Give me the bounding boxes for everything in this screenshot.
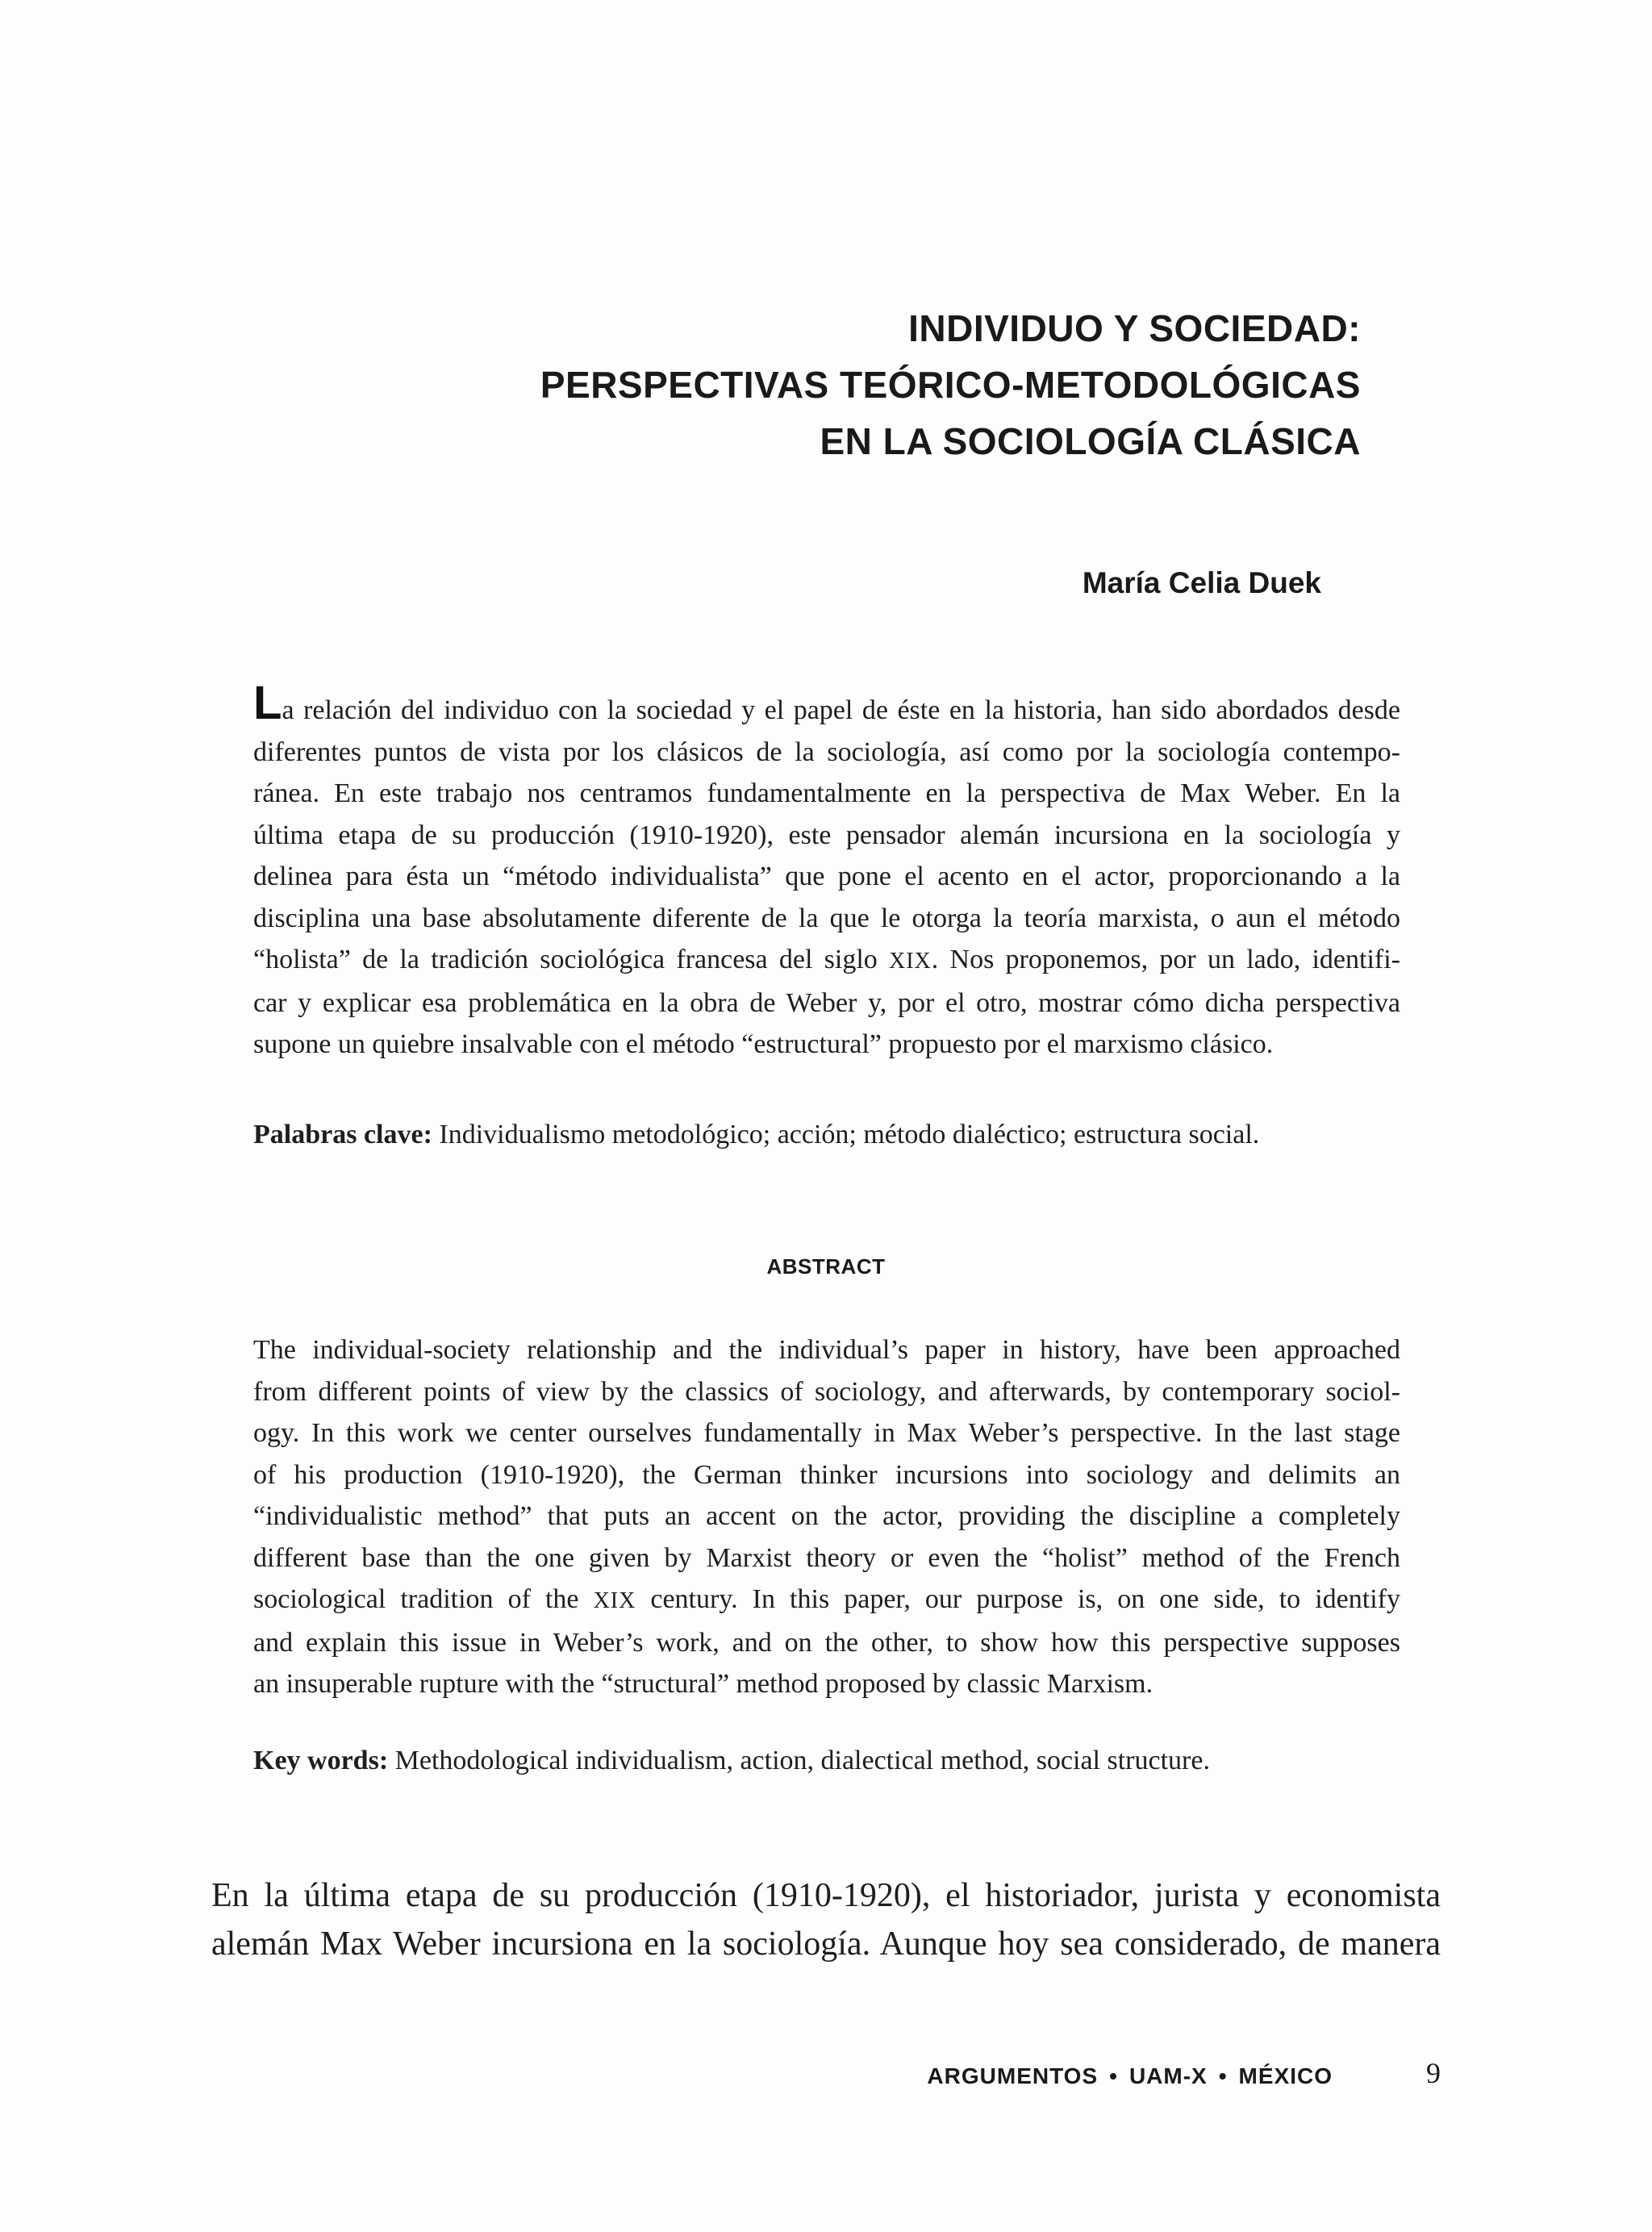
footer-separator: •: [1109, 2063, 1118, 2088]
abstract-line: sociological tradition of the XIX century. In this paper, our purpose is, on one side, to identify: [253, 1584, 1400, 1614]
footer-institution: UAM-X: [1128, 2063, 1208, 2088]
palabras-clave-text: Individualismo metodológico; acción; método dialéctico; estructura social.: [432, 1120, 1260, 1149]
author-name: María Celia Duek: [1082, 566, 1321, 599]
resumen-line: supone un quiebre insalvable con el método “estructural” propuesto por el marxismo clásico.: [253, 1029, 1274, 1059]
page-number: 9: [1426, 2057, 1441, 2089]
abstract-line: and explain this issue in Weber’s work, and on the other, to show how this perspective supposes: [253, 1627, 1400, 1658]
key-words: [253, 1742, 1210, 1779]
body-line: alemán Max Weber incursiona en la sociología. Aunque hoy sea considerado, de manera: [211, 1925, 1441, 1963]
palabras-clave-label: Palabras clave:: [253, 1120, 432, 1149]
roman-numeral: XIX: [889, 949, 932, 974]
resumen-line: La relación del individuo con la sociedad y el papel de éste en la historia, han sido abordados desde: [253, 677, 1400, 729]
roman-numeral: XIX: [593, 1588, 636, 1613]
abstract-line: “individualistic method” that puts an accent on the actor, providing the discipline a completely: [253, 1501, 1400, 1531]
key-words-text: Methodological individualism, action, dialectical method, social structure.: [388, 1746, 1210, 1775]
abstract-heading: ABSTRACT: [766, 1254, 886, 1279]
abstract-line: of his production (1910-1920), the German thinker incursions into sociology and delimits an: [253, 1459, 1400, 1490]
body-paragraph: [211, 1871, 1441, 1968]
resumen-line: ránea. En este trabajo nos centramos fundamentalmente en la perspectiva de Max Weber. En la: [253, 778, 1400, 808]
resumen-line: car y explicar esa problemática en la obra de Weber y, por el otro, mostrar cómo dicha perspectiva: [253, 987, 1400, 1018]
footer-country: MÉXICO: [1238, 2063, 1333, 2088]
title-line: PERSPECTIVAS TEÓRICO-METODOLÓGICAS: [540, 364, 1361, 406]
key-words-label: Key words:: [253, 1746, 389, 1775]
palabras-clave: [253, 1116, 1259, 1154]
title-line: INDIVIDUO Y SOCIEDAD:: [908, 307, 1361, 349]
abstract-line: ogy. In this work we center ourselves fundamentally in Max Weber’s perspective. In the last stage: [253, 1418, 1400, 1448]
resumen-paragraph: [253, 677, 1400, 1066]
resumen-line: última etapa de su producción (1910-1920), este pensador alemán incursiona en la sociología y: [253, 820, 1400, 850]
drop-cap: L: [253, 677, 282, 729]
resumen-line: “holista” de la tradición sociológica francesa del siglo XIX. Nos proponemos, por un lado, identifi-: [253, 945, 1400, 974]
article-title: [232, 300, 1361, 469]
footer-journal: ARGUMENTOS: [927, 2063, 1099, 2088]
running-footer: [927, 2060, 1333, 2092]
abstract-line: The individual-society relationship and the individual’s paper in history, have been approached: [253, 1335, 1400, 1365]
resumen-line: delinea para ésta un “método individualista” que pone el acento en el actor, proporcionando a la: [253, 862, 1400, 891]
abstract-line: an insuperable rupture with the “structural” method proposed by classic Marxism.: [253, 1669, 1153, 1699]
abstract-line: different base than the one given by Marxist theory or even the “holist” method of the French: [253, 1542, 1400, 1573]
abstract-line: from different points of view by the classics of sociology, and afterwards, by contemporary sociol-: [253, 1376, 1400, 1407]
body-line: En la última etapa de su producción (1910-1920), el historiador, jurista y economista: [211, 1877, 1441, 1914]
title-line: EN LA SOCIOLOGÍA CLÁSICA: [820, 420, 1361, 462]
resumen-line: disciplina una base absolutamente diferente de la que le otorga la teoría marxista, o aun el método: [253, 903, 1400, 933]
footer-separator: •: [1218, 2063, 1228, 2088]
abstract-paragraph: [253, 1329, 1400, 1705]
resumen-line: diferentes puntos de vista por los clásicos de la sociología, así como por la sociología contempo-: [253, 736, 1400, 767]
